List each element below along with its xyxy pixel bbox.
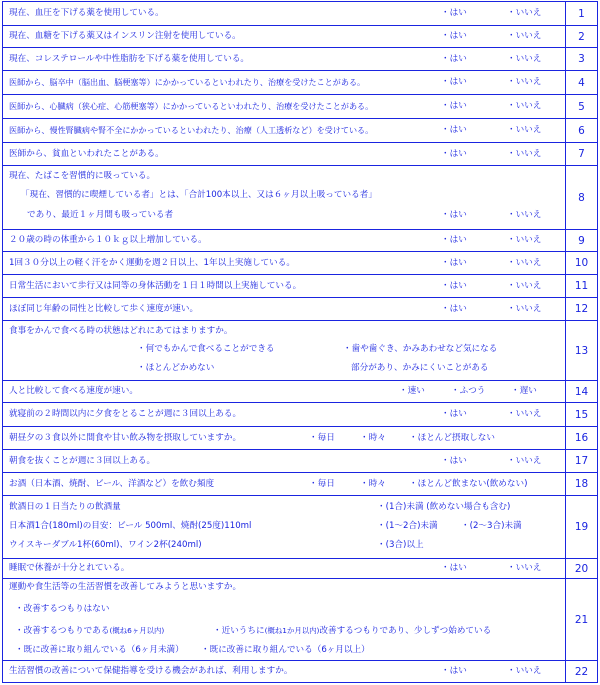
question-text: 食事をかんで食べる時の状態はどれにあてはまりますか。: [9, 326, 233, 336]
answer-option[interactable]: ・毎日: [309, 433, 335, 443]
question-row-8: [3, 165, 597, 229]
question-number: 18: [565, 473, 597, 495]
question-number: 16: [565, 427, 597, 449]
answer-yes-option[interactable]: ・はい: [441, 31, 467, 41]
answer-no-option[interactable]: ・いいえ: [507, 281, 542, 291]
question-number: 4: [565, 71, 597, 94]
question-text: ほぼ同じ年齢の同性と比較して歩く速度が速い。: [9, 304, 199, 314]
answer-yes-option[interactable]: ・はい: [441, 456, 467, 466]
answer-option[interactable]: ・改善するつもりはない: [15, 604, 110, 614]
answer-yes-option[interactable]: ・はい: [441, 125, 467, 135]
question-text: 運動や食生活等の生活習慣を改善してみようと思いますか。: [9, 582, 242, 592]
answer-option[interactable]: ・(3合)以上: [377, 540, 424, 550]
question-row-22: [3, 660, 597, 682]
question-row-14: [3, 380, 597, 402]
question-row-16: [3, 426, 597, 449]
answer-option[interactable]: ・ほとんどかめない: [137, 363, 215, 373]
question-row-17: [3, 449, 597, 472]
question-text: 生活習慣の改善について保健指導を受ける機会があれば、利用しますか。: [9, 666, 293, 676]
question-text: 現在、コレステロールや中性脂肪を下げる薬を使用している。: [9, 54, 250, 64]
question-number: 15: [565, 403, 597, 426]
answer-no-option[interactable]: ・いいえ: [507, 125, 542, 135]
answer-yes-option[interactable]: ・はい: [441, 54, 467, 64]
question-note: であり、最近１ヶ月間も吸っている者: [27, 210, 174, 220]
answer-no-option[interactable]: ・いいえ: [507, 54, 542, 64]
answer-option[interactable]: ・(1～2合)未満: [377, 521, 438, 531]
question-number: 7: [565, 143, 597, 165]
question-text: 現在、血糖を下げる薬又はインスリン注射を使用している。: [9, 31, 241, 41]
answer-no-option[interactable]: ・いいえ: [507, 666, 542, 676]
answer-no-option[interactable]: ・いいえ: [507, 235, 542, 245]
answer-yes-option[interactable]: ・はい: [441, 8, 467, 18]
question-row-1: [3, 2, 597, 25]
question-text: 日常生活において歩行又は同等の身体活動を１日１時間以上実施している。: [9, 281, 302, 291]
question-text: ２０歳の時の体重から１０ｋｇ以上増加している。: [9, 235, 207, 245]
question-row-13: [3, 320, 597, 380]
answer-no-option[interactable]: ・いいえ: [507, 101, 542, 111]
answer-yes-option[interactable]: ・はい: [441, 210, 467, 220]
answer-no-option[interactable]: ・いいえ: [507, 563, 542, 573]
question-row-21: [3, 578, 597, 660]
questionnaire-form: [2, 1, 598, 683]
answer-option[interactable]: ・歯や歯ぐき、かみあわせなど気になる: [343, 344, 498, 354]
question-number: 3: [565, 48, 597, 70]
answer-yes-option[interactable]: ・はい: [441, 101, 467, 111]
answer-no-option[interactable]: ・いいえ: [507, 149, 542, 159]
answer-option[interactable]: ・毎日: [309, 479, 335, 489]
answer-yes-option[interactable]: ・はい: [441, 281, 467, 291]
question-row-7: [3, 142, 597, 165]
question-text: 就寝前の２時間以内に夕食をとることが週に３回以上ある。: [9, 409, 242, 419]
question-text: 医師から、心臓病（狭心症、心筋梗塞等）にかかっているといわれたり、治療を受けたことがある。: [9, 101, 374, 111]
answer-option[interactable]: ・時々: [360, 433, 386, 443]
question-number: 9: [565, 230, 597, 251]
question-text: 医師から、脳卒中（脳出血、脳梗塞等）にかかっているといわれたり、治療を受けたことがある。: [9, 77, 366, 87]
question-row-5: [3, 94, 597, 118]
answer-option-continued: 部分があり、かみにくいことがある: [351, 363, 489, 373]
answer-option[interactable]: ・ふつう: [451, 386, 486, 396]
question-number: 14: [565, 381, 597, 402]
question-note: ウイスキーダブル1杯(60ml)、ワイン2杯(240ml): [9, 540, 202, 550]
answer-no-option[interactable]: ・いいえ: [507, 258, 542, 268]
answer-yes-option[interactable]: ・はい: [441, 235, 467, 245]
answer-no-option[interactable]: ・いいえ: [507, 456, 542, 466]
question-row-10: [3, 251, 597, 274]
question-text: 飲酒日の１日当たりの飲酒量: [9, 502, 121, 512]
question-text: 朝昼夕の３食以外に間食や甘い飲み物を摂取していますか。: [9, 433, 242, 443]
question-row-18: [3, 472, 597, 495]
question-text: 医師から、貧血といわれたことがある。: [9, 149, 164, 159]
answer-option[interactable]: ・(2～3合)未満: [461, 521, 522, 531]
answer-yes-option[interactable]: ・はい: [441, 563, 467, 573]
question-number: 12: [565, 298, 597, 320]
question-number: 1: [565, 2, 597, 25]
question-row-4: [3, 70, 597, 94]
question-number: 6: [565, 119, 597, 142]
question-number: 20: [565, 559, 597, 578]
question-number: 21: [565, 579, 597, 660]
question-text: お酒（日本酒、焼酎、ビール、洋酒など）を飲む頻度: [9, 479, 215, 489]
question-row-9: [3, 229, 597, 251]
answer-yes-option[interactable]: ・はい: [441, 409, 467, 419]
question-number: 22: [565, 661, 597, 682]
question-number: 8: [565, 166, 597, 229]
question-row-15: [3, 402, 597, 426]
question-row-2: [3, 25, 597, 47]
answer-yes-option[interactable]: ・はい: [441, 149, 467, 159]
question-text: 人と比較して食べる速度が速い。: [9, 386, 138, 396]
answer-option[interactable]: ・速い: [399, 386, 425, 396]
question-text: 現在、たばこを習慣的に吸っている。: [9, 171, 156, 181]
question-note: 日本酒1合(180ml)の目安：ビール 500ml、焼酎(25度)110ml: [9, 521, 252, 531]
answer-no-option[interactable]: ・いいえ: [507, 77, 542, 87]
question-text: 現在、血圧を下げる薬を使用している。: [9, 8, 164, 18]
answer-no-option[interactable]: ・いいえ: [507, 8, 542, 18]
answer-option[interactable]: ・遅い: [511, 386, 537, 396]
question-number: 5: [565, 95, 597, 118]
answer-option[interactable]: ・ほとんど摂取しない: [409, 433, 495, 443]
question-number: 2: [565, 26, 597, 47]
answer-yes-option[interactable]: ・はい: [441, 258, 467, 268]
question-row-11: [3, 274, 597, 297]
question-number: 13: [565, 321, 597, 380]
question-note: 「現在、習慣的に喫煙している者」とは、「合計100本以上、又は６ヶ月以上吸っている者」: [21, 190, 377, 200]
question-text: 1回３０分以上の軽く汗をかく運動を週２日以上、1年以上実施している。: [9, 258, 295, 268]
answer-no-option[interactable]: ・いいえ: [507, 409, 542, 419]
question-number: 11: [565, 275, 597, 297]
question-text: 医師から、慢性腎臓病や腎不全にかかっているといわれたり、治療（人工透析など）を受けている。: [9, 125, 374, 135]
question-number: 17: [565, 450, 597, 472]
answer-option[interactable]: ・時々: [360, 479, 386, 489]
question-row-6: [3, 118, 597, 142]
answer-option[interactable]: ・既に改善に取り組んでいる（6ヶ月以上）: [201, 645, 370, 655]
question-number: 10: [565, 252, 597, 274]
answer-option[interactable]: ・何でもかんで食べることができる: [137, 344, 275, 354]
answer-option[interactable]: ・ほとんど飲まない(飲めない): [409, 479, 528, 489]
question-number: 19: [565, 496, 597, 558]
answer-option[interactable]: ・(1合)未満 (飲めない場合も含む): [377, 502, 511, 512]
question-text: 朝食を抜くことが週に３回以上ある。: [9, 456, 156, 466]
question-text: 睡眠で休養が十分とれている。: [9, 563, 130, 573]
question-row-12: [3, 297, 597, 320]
question-row-20: [3, 558, 597, 578]
answer-yes-option[interactable]: ・はい: [441, 304, 467, 314]
answer-no-option[interactable]: ・いいえ: [507, 31, 542, 41]
answer-yes-option[interactable]: ・はい: [441, 77, 467, 87]
answer-option[interactable]: ・改善するつもりである(概ね6ヶ月以内): [15, 626, 165, 636]
answer-no-option[interactable]: ・いいえ: [507, 304, 542, 314]
answer-option[interactable]: ・既に改善に取り組んでいる（6ヶ月未満）: [15, 645, 184, 655]
question-row-19: [3, 495, 597, 558]
answer-option[interactable]: ・近いうちに(概ね1か月以内)改善するつもりであり、少しずつ始めている: [213, 626, 492, 636]
question-row-3: [3, 47, 597, 70]
answer-no-option[interactable]: ・いいえ: [507, 210, 542, 220]
answer-yes-option[interactable]: ・はい: [441, 666, 467, 676]
